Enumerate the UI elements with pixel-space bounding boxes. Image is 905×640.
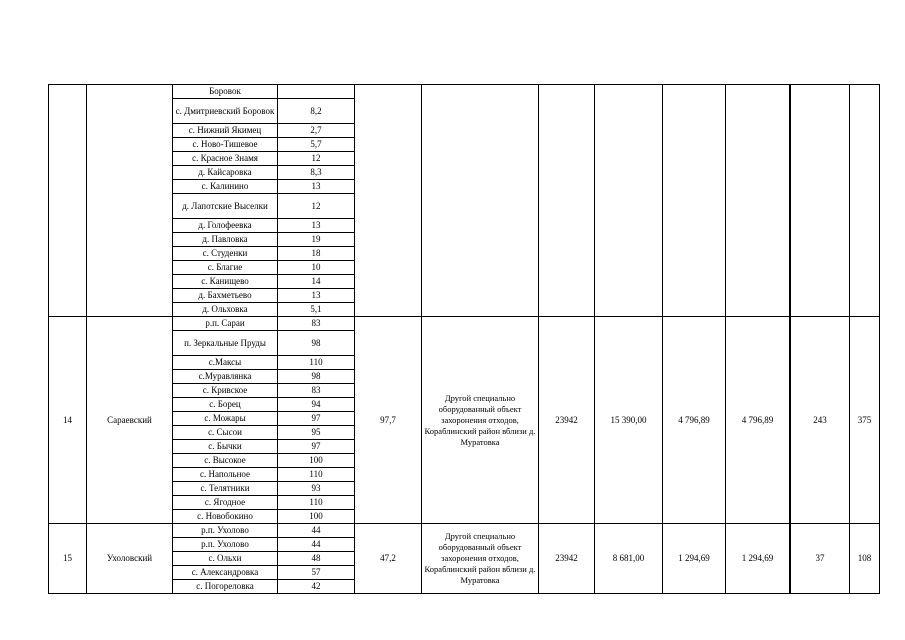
value-cell-9: 4 796,89 [726,317,790,524]
settlement-name-cell: д. Голофеевка [173,219,278,233]
settlement-distance-cell: 8,3 [278,166,355,180]
settlement-distance-cell: 83 [278,384,355,398]
avg-distance-cell: 97,7 [355,317,422,524]
settlement-distance-cell: 5,1 [278,303,355,317]
settlement-distance-cell: 110 [278,356,355,370]
settlement-distance-cell: 12 [278,194,355,219]
value-cell-6: 23942 [539,317,595,524]
settlement-distance-cell: 10 [278,261,355,275]
avg-distance-cell [355,85,422,317]
settlement-name-cell: п. Зеркальные Пруды [173,331,278,356]
value-cell-7: 15 390,00 [595,317,663,524]
settlement-distance-cell: 57 [278,566,355,580]
value-cell-7 [595,85,663,317]
settlement-distance-cell: 110 [278,496,355,510]
settlement-name-cell: р.п. Ухолово [173,538,278,552]
district-cell: Сараевский [87,317,173,524]
settlement-name-cell: р.п. Сараи [173,317,278,331]
settlement-distance-cell: 19 [278,233,355,247]
facility-cell [422,85,539,317]
settlement-distance-cell: 13 [278,180,355,194]
table-row [49,317,880,331]
settlement-name-cell: д. Бахметьево [173,289,278,303]
settlement-distance-cell: 13 [278,219,355,233]
settlement-distance-cell: 94 [278,398,355,412]
value-cell-6: 23942 [539,524,595,594]
settlement-distance-cell: 14 [278,275,355,289]
settlement-name-cell: с. Ново-Тишевое [173,138,278,152]
settlement-distance-cell: 100 [278,510,355,524]
settlement-distance-cell: 48 [278,552,355,566]
settlement-name-cell: с. Бычки [173,440,278,454]
district-cell [87,85,173,317]
settlement-name-cell: с. Калинино [173,180,278,194]
settlement-name-cell: с.Максы [173,356,278,370]
settlement-name-cell: р.п. Ухолово [173,524,278,538]
value-cell-9 [726,85,790,317]
settlement-distance-cell: 97 [278,440,355,454]
waste-distance-table [48,84,880,594]
settlement-distance-cell: 18 [278,247,355,261]
settlement-distance-cell: 97 [278,412,355,426]
settlement-name-cell: с. Погореловка [173,580,278,594]
value-cell-11: 243 [791,317,850,524]
settlement-name-cell: с.Муравлянка [173,370,278,384]
value-cell-12: 375 [850,317,880,524]
settlement-name-cell: с. Ягодное [173,496,278,510]
settlement-distance-cell: 83 [278,317,355,331]
settlement-distance-cell [278,85,355,99]
table-body [49,85,880,594]
value-cell-7: 8 681,00 [595,524,663,594]
settlement-name-cell: с. Сысои [173,426,278,440]
settlement-name-cell: с. Напольное [173,468,278,482]
settlement-distance-cell: 5,7 [278,138,355,152]
facility-cell: Другой специально оборудованный объект захоронения отходов, Кораблинский район вблизи д. Муратовка [422,317,539,524]
value-cell-11: 37 [791,524,850,594]
district-cell: Ухоловский [87,524,173,594]
settlement-name-cell: с. Нижний Якимец [173,124,278,138]
avg-distance-cell: 47,2 [355,524,422,594]
value-cell-12: 108 [850,524,880,594]
settlement-name-cell: с. Канищево [173,275,278,289]
settlement-name-cell: с. Александровка [173,566,278,580]
settlement-distance-cell: 93 [278,482,355,496]
settlement-distance-cell: 2,7 [278,124,355,138]
settlement-distance-cell: 13 [278,289,355,303]
value-cell-11 [791,85,850,317]
settlement-name-cell: с. Красное Знамя [173,152,278,166]
settlement-distance-cell: 44 [278,524,355,538]
settlement-name-cell: с. Новобокино [173,510,278,524]
settlement-distance-cell: 98 [278,331,355,356]
settlement-name-cell: с. Можары [173,412,278,426]
value-cell-9: 1 294,69 [726,524,790,594]
settlement-distance-cell: 8,2 [278,99,355,124]
settlement-distance-cell: 12 [278,152,355,166]
settlement-distance-cell: 42 [278,580,355,594]
settlement-distance-cell: 44 [278,538,355,552]
value-cell-8 [663,85,726,317]
settlement-name-cell: с. Благие [173,261,278,275]
settlement-name-cell: д. Павловка [173,233,278,247]
settlement-name-cell: с. Телятники [173,482,278,496]
row-number-cell [49,85,87,317]
settlement-name-cell: с. Ольхи [173,552,278,566]
value-cell-12 [850,85,880,317]
settlement-name-cell: с. Дмитриевский Боровок [173,99,278,124]
settlement-name-cell: с. Студенки [173,247,278,261]
settlement-distance-cell: 100 [278,454,355,468]
row-number-cell: 15 [49,524,87,594]
settlement-name-cell: д. Кайсаровка [173,166,278,180]
row-number-cell: 14 [49,317,87,524]
table-row [49,524,880,538]
settlement-distance-cell: 95 [278,426,355,440]
value-cell-8: 4 796,89 [663,317,726,524]
settlement-distance-cell: 110 [278,468,355,482]
settlement-name-cell: д. Ольховка [173,303,278,317]
facility-cell: Другой специально оборудованный объект захоронения отходов, Кораблинский район вблизи д. Муратовка [422,524,539,594]
settlement-name-cell: Боровок [173,85,278,99]
settlement-name-cell: с. Кривское [173,384,278,398]
settlement-name-cell: с. Борец [173,398,278,412]
table-row [49,85,880,99]
value-cell-8: 1 294,69 [663,524,726,594]
value-cell-6 [539,85,595,317]
settlement-name-cell: с. Высокое [173,454,278,468]
settlement-name-cell: д. Лапотские Выселки [173,194,278,219]
settlement-distance-cell: 98 [278,370,355,384]
